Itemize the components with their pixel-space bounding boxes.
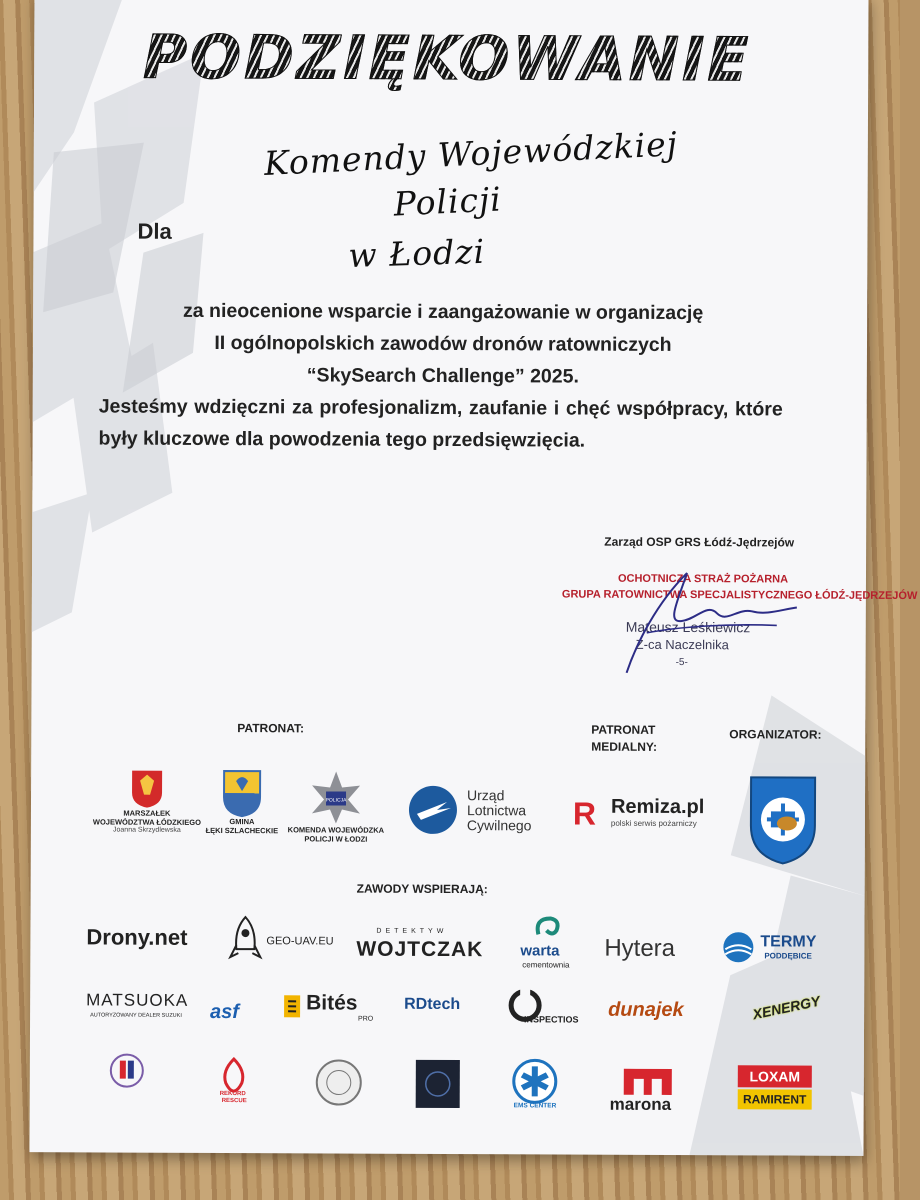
ulc-logo xyxy=(407,784,532,837)
svg-text:R: R xyxy=(572,795,597,832)
xenergy-logo: XENERGY xyxy=(751,992,822,1023)
marszalek-logo xyxy=(87,768,207,834)
body-paragraph: Jesteśmy wdzięczni za profesjonalizm, zaufanie i chęć współpracy, które były kluczowe dla powodzenia tego przedsięwzięcia. xyxy=(98,395,783,452)
svg-text:POLICJA: POLICJA xyxy=(325,797,347,804)
handwritten-signature xyxy=(587,563,808,684)
marszalek-caption-3: Joanna Skrzydlewska xyxy=(113,826,181,834)
marszalek-caption-2: WOJEWÓDZTWA ŁÓDZKIEGO xyxy=(92,817,201,827)
gmina-logo xyxy=(197,769,287,835)
inspectios-logo: INSPECTIOS xyxy=(524,1014,579,1025)
greeting-label: Dla xyxy=(137,218,172,244)
remiza-name: Remiza.pl xyxy=(610,795,705,819)
marona-logo: marona xyxy=(609,1094,672,1114)
detektyw-label: DETEKTYW xyxy=(376,927,448,935)
ems-center-logo: EMS CENTER xyxy=(513,1102,557,1110)
rocket-icon xyxy=(228,915,262,963)
remiza-r-icon xyxy=(571,795,611,832)
patronat-label: PATRONAT: xyxy=(237,721,305,736)
komenda-logo xyxy=(281,769,391,843)
bites-caption: PRO xyxy=(358,1015,374,1023)
lodzkie-coat-of-arms-icon xyxy=(130,769,164,809)
dunajek-logo: dunajek xyxy=(608,998,684,1022)
termy-logo: TERMY xyxy=(760,933,817,951)
body-line-1: za nieocenione wsparcie i zaangażowanie w organizację xyxy=(183,299,704,325)
gmina-caption-2: ŁĘKI SZLACHECKIE xyxy=(205,825,279,836)
ulc-line-2: Lotnictwa xyxy=(466,801,527,818)
certificate-sheet xyxy=(29,0,918,1156)
police-badge-icon xyxy=(308,769,364,825)
matsuoka-logo: MATSUOKA xyxy=(86,990,189,1010)
rekord-rescue-flame-icon xyxy=(216,1057,252,1093)
rekord-logo: REKORD xyxy=(219,1091,246,1098)
gmina-caption-1: GMINA xyxy=(229,817,255,827)
ulc-line-1: Urząd xyxy=(467,786,505,803)
komenda-caption-1: KOMENDA WOJEWÓDZKA xyxy=(287,825,385,835)
stamp-line-2: GRUPA RATOWNICTWA SPECJALISTYCZNEGO ŁÓDŹ-JĘDRZEJÓW xyxy=(561,588,918,603)
asf-logo: asf xyxy=(210,1000,240,1024)
patronat-medialny-label-2: MEDIALNY: xyxy=(591,739,658,754)
warta-caption: cementownia xyxy=(522,960,570,970)
stamp-name: Mateusz Leśkiewicz xyxy=(625,618,751,636)
body-line-2: II ogólnopolskich zawodów dronów ratowniczych xyxy=(214,331,672,356)
patronat-medialny-label-1: PATRONAT xyxy=(591,722,656,737)
komenda-caption-2: POLICJI W ŁODZI xyxy=(304,834,368,844)
dark-square-logo-icon xyxy=(416,1060,460,1108)
organizator-label: ORGANIZATOR: xyxy=(729,727,822,742)
bites-logo: Bités xyxy=(306,991,358,1015)
warta-logo: warta xyxy=(520,942,560,960)
loxam-logo: LOXAM xyxy=(738,1065,812,1087)
round-seal-icon xyxy=(314,1057,364,1107)
warta-swirl-icon xyxy=(532,914,562,940)
geo-uav-logo: GEO-UAV.EU xyxy=(266,935,334,948)
drony-net-logo: Drony.net xyxy=(86,924,188,950)
ulc-emblem-icon xyxy=(407,784,459,836)
handwritten-recipient-line-3: w Łodzi xyxy=(347,231,486,275)
rekord-caption: RESCUE xyxy=(221,1098,247,1105)
remiza-tagline: polski serwis pożarniczy xyxy=(610,818,697,829)
stamp-role: Z-ca Naczelnika xyxy=(635,636,729,653)
stamp-number: -5- xyxy=(675,656,688,669)
rescue-group-logo-icon xyxy=(102,1050,152,1100)
gmina-coat-of-arms-icon xyxy=(222,769,262,817)
remiza-logo xyxy=(571,795,705,830)
zawody-wspieraja-label: ZAWODY WSPIERAJĄ: xyxy=(356,881,488,897)
stamp-line-1: OCHOTNICZA STRAŻ POŻARNA xyxy=(617,572,789,586)
marona-m-icon xyxy=(622,1067,674,1097)
bites-icon xyxy=(282,993,302,1019)
ems-center-star-of-life-icon xyxy=(512,1058,558,1104)
certificate-title: PODZIĘKOWANIE xyxy=(82,22,812,95)
wojtczak-logo: WOJTCZAK xyxy=(356,937,484,962)
rdtech-logo: RDtech xyxy=(404,995,461,1014)
termy-caption: PODDĘBICE xyxy=(764,951,812,961)
osp-grs-organizer-badge-icon xyxy=(747,773,819,865)
hytera-logo: Hytera xyxy=(604,934,676,962)
marszalek-caption-1: MARSZAŁEK xyxy=(123,808,171,818)
matsuoka-caption: AUTORYZOWANY DEALER SUZUKI xyxy=(90,1012,182,1019)
handwritten-recipient-line-1: Komendy Wojewódzkiej xyxy=(263,124,679,184)
body-line-3: “SkySearch Challenge” 2025. xyxy=(306,364,579,388)
ulc-line-3: Cywilnego xyxy=(466,816,532,833)
termy-sun-icon xyxy=(722,931,754,963)
handwritten-recipient-line-2: Policji xyxy=(392,179,503,224)
ramirent-logo: RAMIRENT xyxy=(738,1089,812,1109)
signatory-organization: Zarząd OSP GRS Łódź-Jędrzejów xyxy=(604,534,795,550)
